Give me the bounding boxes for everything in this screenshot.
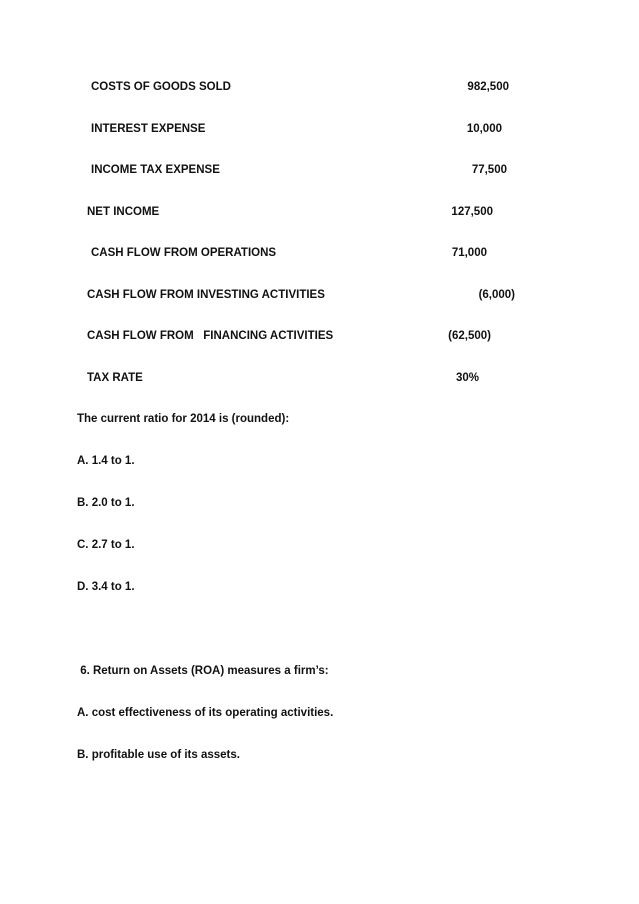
roa-option-a: A. cost effectiveness of its operating activities. (77, 707, 334, 719)
answer-option-c: C. 2.7 to 1. (77, 539, 135, 551)
question-current-ratio: The current ratio for 2014 is (rounded): (77, 413, 290, 425)
item-label-cogs: COSTS OF GOODS SOLD (91, 81, 231, 93)
item-label-tax-rate: TAX RATE (87, 372, 143, 384)
item-value-cash-flow-investing: (6,000) (478, 289, 515, 301)
item-value-cash-flow-financing: (62,500) (448, 330, 491, 342)
item-value-income-tax-expense: 77,500 (471, 164, 507, 176)
item-value-net-income: 127,500 (451, 206, 493, 218)
item-label-cash-flow-financing: CASH FLOW FROM FINANCING ACTIVITIES (87, 330, 334, 342)
answer-option-b: B. 2.0 to 1. (77, 497, 135, 509)
item-value-interest-expense: 10,000 (466, 123, 502, 135)
item-label-net-income: NET INCOME (87, 206, 160, 218)
item-value-tax-rate: 30% (455, 372, 479, 384)
item-value-cash-flow-operations: 71,000 (451, 247, 487, 259)
item-label-cash-flow-investing: CASH FLOW FROM INVESTING ACTIVITIES (87, 289, 325, 301)
roa-option-b: B. profitable use of its assets. (77, 749, 240, 761)
question-roa: 6. Return on Assets (ROA) measures a firm’s: (77, 665, 329, 677)
item-label-interest-expense: INTEREST EXPENSE (91, 123, 206, 135)
answer-option-d: D. 3.4 to 1. (77, 581, 135, 593)
answer-option-a: A. 1.4 to 1. (77, 455, 135, 467)
item-label-income-tax-expense: INCOME TAX EXPENSE (91, 164, 220, 176)
item-label-cash-flow-operations: CASH FLOW FROM OPERATIONS (91, 247, 277, 259)
item-value-cogs: 982,500 (467, 81, 509, 93)
